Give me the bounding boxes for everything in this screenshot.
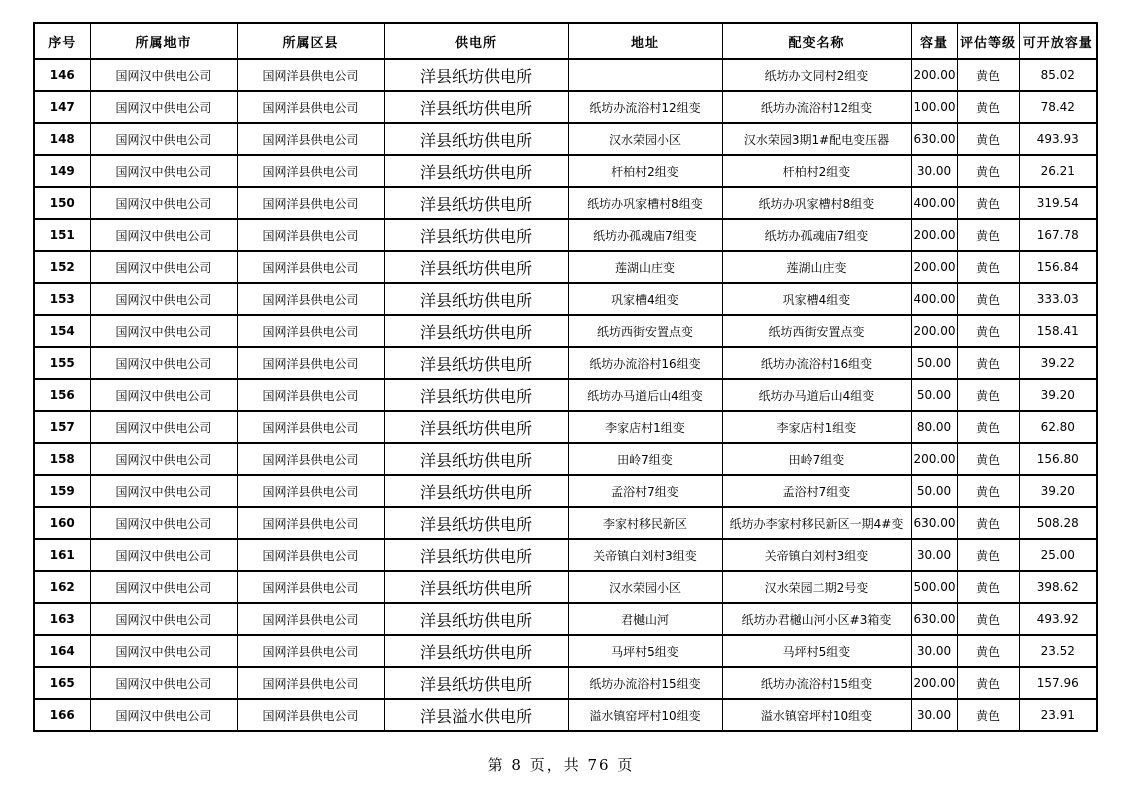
header-city: 所属地市: [90, 23, 237, 59]
cell-city: 国网汉中供电公司: [90, 315, 237, 347]
cell-city: 国网汉中供电公司: [90, 667, 237, 699]
cell-seq: 161: [34, 539, 90, 571]
cell-transformer-name: 汉水荣园3期1#配电变压器: [722, 123, 911, 155]
cell-county: 国网洋县供电公司: [237, 91, 384, 123]
cell-station: 洋县纸坊供电所: [384, 155, 568, 187]
cell-city: 国网汉中供电公司: [90, 507, 237, 539]
cell-open-capacity: 158.41: [1019, 315, 1097, 347]
cell-address: 田岭7组变: [568, 443, 722, 475]
cell-station: 洋县纸坊供电所: [384, 539, 568, 571]
cell-capacity: 630.00: [911, 507, 957, 539]
cell-transformer-name: 李家店村1组变: [722, 411, 911, 443]
cell-grade: 黄色: [957, 91, 1019, 123]
cell-county: 国网洋县供电公司: [237, 411, 384, 443]
cell-capacity: 500.00: [911, 571, 957, 603]
cell-transformer-name: 马坪村5组变: [722, 635, 911, 667]
cell-seq: 154: [34, 315, 90, 347]
cell-grade: 黄色: [957, 571, 1019, 603]
cell-seq: 148: [34, 123, 90, 155]
cell-station: 洋县纸坊供电所: [384, 219, 568, 251]
cell-seq: 166: [34, 699, 90, 731]
cell-seq: 153: [34, 283, 90, 315]
cell-open-capacity: 157.96: [1019, 667, 1097, 699]
cell-capacity: 100.00: [911, 91, 957, 123]
cell-open-capacity: 39.20: [1019, 379, 1097, 411]
cell-station: 洋县纸坊供电所: [384, 603, 568, 635]
cell-seq: 149: [34, 155, 90, 187]
cell-capacity: 50.00: [911, 347, 957, 379]
table-row: [34, 283, 1097, 315]
table-row: [34, 507, 1097, 539]
cell-county: 国网洋县供电公司: [237, 539, 384, 571]
header-grade: 评估等级: [957, 23, 1019, 59]
cell-grade: 黄色: [957, 667, 1019, 699]
cell-seq: 150: [34, 187, 90, 219]
cell-seq: 158: [34, 443, 90, 475]
table-row: [34, 379, 1097, 411]
cell-open-capacity: 493.93: [1019, 123, 1097, 155]
cell-address: 纸坊办马道后山4组变: [568, 379, 722, 411]
cell-open-capacity: 333.03: [1019, 283, 1097, 315]
cell-city: 国网汉中供电公司: [90, 571, 237, 603]
cell-city: 国网汉中供电公司: [90, 91, 237, 123]
cell-capacity: 400.00: [911, 187, 957, 219]
cell-capacity: 200.00: [911, 667, 957, 699]
cell-seq: 151: [34, 219, 90, 251]
header-row: [34, 23, 1097, 59]
cell-transformer-name: 莲湖山庄变: [722, 251, 911, 283]
cell-grade: 黄色: [957, 635, 1019, 667]
cell-county: 国网洋县供电公司: [237, 251, 384, 283]
cell-station: 洋县纸坊供电所: [384, 571, 568, 603]
cell-capacity: 30.00: [911, 155, 957, 187]
cell-grade: 黄色: [957, 507, 1019, 539]
cell-county: 国网洋县供电公司: [237, 507, 384, 539]
cell-transformer-name: 纸坊办君樾山河小区#3箱变: [722, 603, 911, 635]
cell-capacity: 30.00: [911, 699, 957, 731]
cell-seq: 160: [34, 507, 90, 539]
cell-grade: 黄色: [957, 283, 1019, 315]
cell-open-capacity: 156.84: [1019, 251, 1097, 283]
cell-grade: 黄色: [957, 59, 1019, 91]
cell-open-capacity: 85.02: [1019, 59, 1097, 91]
cell-grade: 黄色: [957, 699, 1019, 731]
table-row: [34, 539, 1097, 571]
cell-city: 国网汉中供电公司: [90, 251, 237, 283]
cell-open-capacity: 156.80: [1019, 443, 1097, 475]
cell-open-capacity: 167.78: [1019, 219, 1097, 251]
cell-seq: 159: [34, 475, 90, 507]
cell-county: 国网洋县供电公司: [237, 635, 384, 667]
cell-address: 巩家槽4组变: [568, 283, 722, 315]
cell-address: 纸坊办流浴村15组变: [568, 667, 722, 699]
cell-address: 汉水荣园小区: [568, 123, 722, 155]
cell-capacity: 30.00: [911, 539, 957, 571]
cell-station: 洋县纸坊供电所: [384, 59, 568, 91]
cell-city: 国网汉中供电公司: [90, 123, 237, 155]
cell-city: 国网汉中供电公司: [90, 379, 237, 411]
cell-address: 莲湖山庄变: [568, 251, 722, 283]
cell-station: 洋县纸坊供电所: [384, 411, 568, 443]
cell-grade: 黄色: [957, 475, 1019, 507]
cell-city: 国网汉中供电公司: [90, 699, 237, 731]
cell-capacity: 50.00: [911, 379, 957, 411]
cell-transformer-name: 孟浴村7组变: [722, 475, 911, 507]
cell-address: 溢水镇窑坪村10组变: [568, 699, 722, 731]
cell-grade: 黄色: [957, 443, 1019, 475]
cell-city: 国网汉中供电公司: [90, 155, 237, 187]
cell-station: 洋县纸坊供电所: [384, 187, 568, 219]
cell-seq: 165: [34, 667, 90, 699]
cell-capacity: 400.00: [911, 283, 957, 315]
cell-transformer-name: 溢水镇窑坪村10组变: [722, 699, 911, 731]
cell-seq: 152: [34, 251, 90, 283]
table-row: [34, 411, 1097, 443]
table-row: [34, 251, 1097, 283]
table-row: [34, 603, 1097, 635]
header-seq: 序号: [34, 23, 90, 59]
cell-transformer-name: 纸坊办文同村2组变: [722, 59, 911, 91]
cell-county: 国网洋县供电公司: [237, 475, 384, 507]
cell-seq: 157: [34, 411, 90, 443]
cell-open-capacity: 319.54: [1019, 187, 1097, 219]
table-row: [34, 91, 1097, 123]
cell-grade: 黄色: [957, 123, 1019, 155]
cell-city: 国网汉中供电公司: [90, 283, 237, 315]
cell-address: 孟浴村7组变: [568, 475, 722, 507]
cell-open-capacity: 62.80: [1019, 411, 1097, 443]
cell-county: 国网洋县供电公司: [237, 315, 384, 347]
cell-grade: 黄色: [957, 347, 1019, 379]
header-capacity: 容量: [911, 23, 957, 59]
cell-capacity: 200.00: [911, 315, 957, 347]
cell-city: 国网汉中供电公司: [90, 539, 237, 571]
cell-address: 杆柏村2组变: [568, 155, 722, 187]
table-row: [34, 59, 1097, 91]
cell-county: 国网洋县供电公司: [237, 123, 384, 155]
cell-station: 洋县纸坊供电所: [384, 283, 568, 315]
cell-transformer-name: 纸坊办李家村移民新区一期4#变: [722, 507, 911, 539]
cell-grade: 黄色: [957, 411, 1019, 443]
cell-grade: 黄色: [957, 603, 1019, 635]
cell-address: 纸坊西街安置点变: [568, 315, 722, 347]
cell-transformer-name: 杆柏村2组变: [722, 155, 911, 187]
cell-transformer-name: 纸坊办孤魂庙7组变: [722, 219, 911, 251]
cell-open-capacity: 23.91: [1019, 699, 1097, 731]
cell-address: 纸坊办流浴村12组变: [568, 91, 722, 123]
cell-capacity: 200.00: [911, 59, 957, 91]
table-row: [34, 347, 1097, 379]
cell-station: 洋县纸坊供电所: [384, 507, 568, 539]
cell-open-capacity: 23.52: [1019, 635, 1097, 667]
cell-station: 洋县纸坊供电所: [384, 635, 568, 667]
cell-capacity: 30.00: [911, 635, 957, 667]
cell-address: [568, 59, 722, 91]
cell-county: 国网洋县供电公司: [237, 283, 384, 315]
cell-capacity: 630.00: [911, 603, 957, 635]
table-row: [34, 699, 1097, 731]
cell-seq: 147: [34, 91, 90, 123]
table-row: [34, 443, 1097, 475]
cell-capacity: 50.00: [911, 475, 957, 507]
cell-open-capacity: 39.20: [1019, 475, 1097, 507]
cell-open-capacity: 26.21: [1019, 155, 1097, 187]
cell-station: 洋县纸坊供电所: [384, 315, 568, 347]
cell-station: 洋县溢水供电所: [384, 699, 568, 731]
transformer-capacity-table: [33, 22, 1098, 732]
cell-grade: 黄色: [957, 187, 1019, 219]
cell-city: 国网汉中供电公司: [90, 59, 237, 91]
cell-address: 汉水荣园小区: [568, 571, 722, 603]
cell-address: 李家村移民新区: [568, 507, 722, 539]
cell-grade: 黄色: [957, 315, 1019, 347]
cell-transformer-name: 田岭7组变: [722, 443, 911, 475]
cell-county: 国网洋县供电公司: [237, 443, 384, 475]
cell-open-capacity: 508.28: [1019, 507, 1097, 539]
table-row: [34, 667, 1097, 699]
cell-transformer-name: 纸坊办流浴村15组变: [722, 667, 911, 699]
cell-station: 洋县纸坊供电所: [384, 667, 568, 699]
cell-station: 洋县纸坊供电所: [384, 123, 568, 155]
cell-transformer-name: 巩家槽4组变: [722, 283, 911, 315]
cell-county: 国网洋县供电公司: [237, 347, 384, 379]
cell-city: 国网汉中供电公司: [90, 475, 237, 507]
cell-capacity: 630.00: [911, 123, 957, 155]
cell-city: 国网汉中供电公司: [90, 443, 237, 475]
cell-transformer-name: 纸坊办流浴村12组变: [722, 91, 911, 123]
cell-city: 国网汉中供电公司: [90, 219, 237, 251]
cell-grade: 黄色: [957, 219, 1019, 251]
cell-station: 洋县纸坊供电所: [384, 347, 568, 379]
cell-county: 国网洋县供电公司: [237, 379, 384, 411]
table-row: [34, 315, 1097, 347]
header-station: 供电所: [384, 23, 568, 59]
header-address: 地址: [568, 23, 722, 59]
cell-capacity: 80.00: [911, 411, 957, 443]
cell-county: 国网洋县供电公司: [237, 59, 384, 91]
cell-open-capacity: 78.42: [1019, 91, 1097, 123]
cell-seq: 146: [34, 59, 90, 91]
cell-capacity: 200.00: [911, 443, 957, 475]
cell-seq: 156: [34, 379, 90, 411]
cell-transformer-name: 纸坊办马道后山4组变: [722, 379, 911, 411]
header-transformer-name: 配变名称: [722, 23, 911, 59]
cell-county: 国网洋县供电公司: [237, 667, 384, 699]
cell-address: 纸坊办孤魂庙7组变: [568, 219, 722, 251]
table-row: [34, 219, 1097, 251]
cell-seq: 164: [34, 635, 90, 667]
cell-county: 国网洋县供电公司: [237, 155, 384, 187]
cell-grade: 黄色: [957, 379, 1019, 411]
cell-grade: 黄色: [957, 155, 1019, 187]
cell-grade: 黄色: [957, 251, 1019, 283]
table-row: [34, 475, 1097, 507]
cell-open-capacity: 25.00: [1019, 539, 1097, 571]
cell-open-capacity: 398.62: [1019, 571, 1097, 603]
table-row: [34, 155, 1097, 187]
cell-transformer-name: 纸坊西街安置点变: [722, 315, 911, 347]
cell-address: 纸坊办巩家槽村8组变: [568, 187, 722, 219]
table-row: [34, 187, 1097, 219]
cell-city: 国网汉中供电公司: [90, 411, 237, 443]
cell-seq: 162: [34, 571, 90, 603]
header-county: 所属区县: [237, 23, 384, 59]
cell-station: 洋县纸坊供电所: [384, 475, 568, 507]
cell-capacity: 200.00: [911, 219, 957, 251]
cell-city: 国网汉中供电公司: [90, 603, 237, 635]
cell-city: 国网汉中供电公司: [90, 187, 237, 219]
table-row: [34, 635, 1097, 667]
cell-seq: 155: [34, 347, 90, 379]
cell-transformer-name: 纸坊办流浴村16组变: [722, 347, 911, 379]
cell-station: 洋县纸坊供电所: [384, 379, 568, 411]
table-row: [34, 123, 1097, 155]
header-open-capacity: 可开放容量: [1019, 23, 1097, 59]
cell-open-capacity: 493.92: [1019, 603, 1097, 635]
cell-transformer-name: 纸坊办巩家槽村8组变: [722, 187, 911, 219]
cell-transformer-name: 汉水荣园二期2号变: [722, 571, 911, 603]
cell-city: 国网汉中供电公司: [90, 347, 237, 379]
cell-seq: 163: [34, 603, 90, 635]
cell-county: 国网洋县供电公司: [237, 603, 384, 635]
page-number-footer: 第 8 页，共 76 页: [487, 756, 635, 774]
cell-open-capacity: 39.22: [1019, 347, 1097, 379]
cell-city: 国网汉中供电公司: [90, 635, 237, 667]
cell-address: 纸坊办流浴村16组变: [568, 347, 722, 379]
table-row: [34, 571, 1097, 603]
cell-address: 关帝镇白刘村3组变: [568, 539, 722, 571]
cell-address: 君樾山河: [568, 603, 722, 635]
cell-county: 国网洋县供电公司: [237, 187, 384, 219]
cell-grade: 黄色: [957, 539, 1019, 571]
cell-station: 洋县纸坊供电所: [384, 251, 568, 283]
cell-transformer-name: 关帝镇白刘村3组变: [722, 539, 911, 571]
cell-county: 国网洋县供电公司: [237, 699, 384, 731]
cell-station: 洋县纸坊供电所: [384, 91, 568, 123]
cell-address: 李家店村1组变: [568, 411, 722, 443]
cell-capacity: 200.00: [911, 251, 957, 283]
cell-county: 国网洋县供电公司: [237, 219, 384, 251]
cell-address: 马坪村5组变: [568, 635, 722, 667]
cell-station: 洋县纸坊供电所: [384, 443, 568, 475]
cell-county: 国网洋县供电公司: [237, 571, 384, 603]
